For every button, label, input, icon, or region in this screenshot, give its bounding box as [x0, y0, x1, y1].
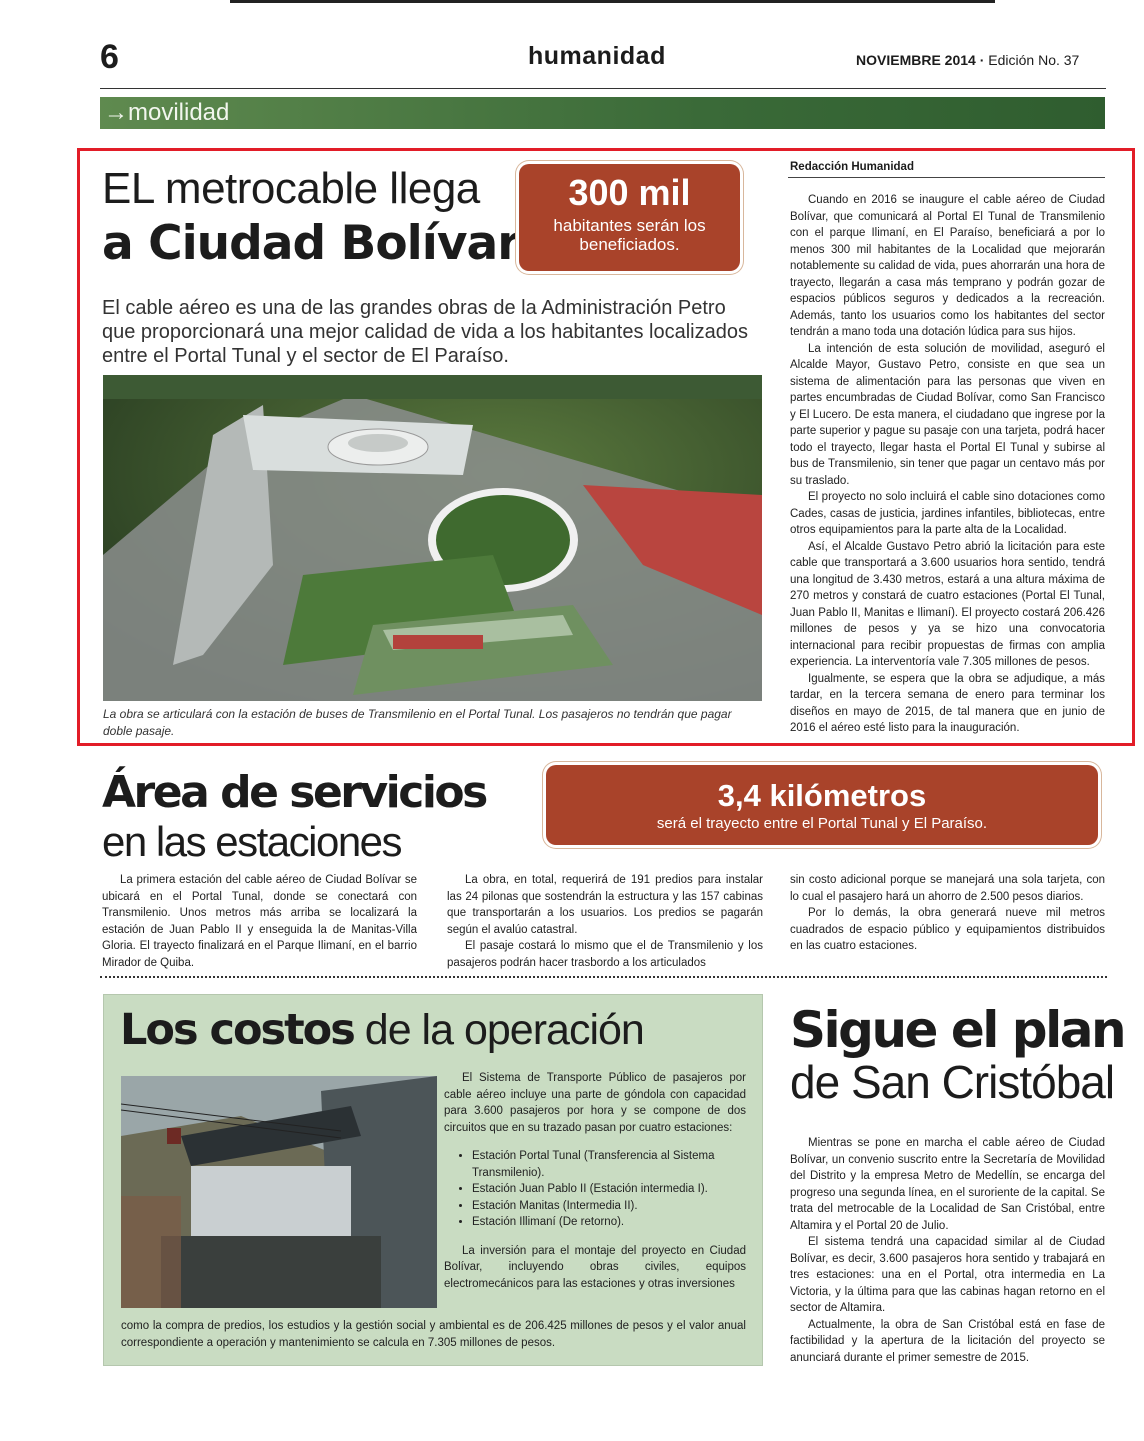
stat-caption: habitantes serán los beneficiados.: [553, 216, 706, 254]
edition-info: [856, 52, 1079, 68]
costs-body: [444, 1070, 746, 1292]
separator: ·: [979, 52, 985, 68]
section-bar: [100, 97, 1105, 129]
station-illustration: [121, 1076, 437, 1308]
section-label: movilidad: [128, 99, 230, 126]
costs-body-continued: [121, 1318, 746, 1351]
paragraph: Actualmente, la obra de San Cristóbal está en fase de factibilidad y la apertura de la licitación del proyecto se anunciará durante el primer semestre de 2015.: [790, 1318, 1105, 1364]
station-rendering-image: [103, 375, 762, 701]
paragraph: sin costo adicional porque se manejará una sola tarjeta, con lo cual el pasajero hará un ahorro de 2.500 pesos diarios.: [790, 874, 1105, 903]
paragraph: Así, el Alcalde Gustavo Petro abrió la licitación para este cable que transportará a 3.600 usuarios hora sentido, tendrá una longitud de 3.430 metros, estará a una altura máxima de 270 metros y constará de cuatro estaciones (Portal El Tunal, Juan Pablo II, Manitas e Ilimaní). El proyecto costará 206.426 millones de pesos y ya se hizo una convocatoria internacional para recibir propuestas de firmas con amplia experiencia. La interventoría vale 7.305 millones de pesos.: [790, 540, 1105, 668]
station-list: [472, 1148, 746, 1231]
paragraph: Igualmente, se espera que la obra se adjudique, a más tardar, en la tercera semana de enero para terminar los diseños en mayo de 2015, de tal manera que en junio de 2016 el aéreo esté listo para la inauguración.: [790, 672, 1105, 734]
stat-callout-kilometers: [546, 765, 1098, 845]
paragraph: El pasaje costará lo mismo que el de Transmilenio y los pasajeros podrán hacer trasbordo a los articulados: [447, 940, 763, 969]
paragraph: El proyecto no solo incluirá el cable sino dotaciones como Cades, casas de justicia, jardines infantiles, bibliotecas, entre otros equipamientos para la parte alta de la Localidad.: [790, 491, 1105, 536]
list-item: • Estación Illimaní (De retorno).: [472, 1214, 746, 1231]
stat-value: 3,4 kilómetros: [717, 778, 927, 813]
list-item: • Estación Juan Pablo II (Estación intermedia I).: [472, 1181, 746, 1198]
paragraph: El Sistema de Transporte Público de pasajeros por cable aéreo incluye una parte de góndola con capacidad para 3.600 pasajeros por hora y se compone de dos circuitos que en su trazado pasan por cuatro estaciones:: [444, 1072, 746, 1134]
services-column-1: [102, 872, 417, 971]
main-lede: El cable aéreo es una de las grandes obras de la Administración Petro que proporcionará una mejor calidad de vida a los habitantes localizados entre el Portal Tunal y el sector de El Paraíso.: [102, 297, 748, 367]
byline-rule: [788, 177, 1105, 178]
costs-headline: [120, 1004, 644, 1056]
aerial-illustration: [103, 375, 762, 701]
edition-number: Edición No. 37: [988, 52, 1080, 68]
issue-date: NOVIEMBRE 2014: [856, 52, 976, 68]
paragraph: como la compra de predios, los estudios y la gestión social y ambiental es de 206.425 millones de pesos y el valor anual correspondiente a operación y mantenimiento se calcula en 7.305 millones de pesos.: [121, 1320, 746, 1349]
paragraph: La inversión para el montaje del proyecto en Ciudad Bolívar, incluyendo obras civiles, equipos electromecánicos para las estaciones y otras inversiones: [444, 1244, 746, 1290]
services-column-2: [447, 872, 763, 971]
photo-caption: La obra se articulará con la estación de buses de Transmilenio en el Portal Tunal. Los pasajeros no tendrán que pagar doble pasaje.: [103, 707, 732, 738]
arrow-icon: →: [104, 99, 128, 126]
services-headline-line2: en las estaciones: [102, 818, 402, 865]
paragraph: La intención de esta solución de movilidad, aseguró el Alcalde Mayor, Gustavo Petro, consiste en que sea un sistema de alimentación para las personas que viven en partes encumbradas de Ciudad Bolívar, como San Francisco y El Lucero. De esta manera, el ciudadano que ingrese por la parte superior y pague su pasaje con una tarjeta, podrá hacer todo el trayecto, llegar hasta el Portal El Tunal y subirse al bus de Transmilenio, sin tener que pagar un centavo más por su traslado.: [790, 342, 1105, 487]
cristobal-headline-line1: Sigue el plan: [790, 1001, 1125, 1059]
services-headline-line1: Área de servicios: [102, 767, 486, 818]
costs-headline-bold: Los costos: [120, 1005, 354, 1055]
station-building-image: [121, 1076, 437, 1308]
publication-name: humanidad: [528, 42, 666, 70]
paragraph: La primera estación del cable aéreo de Ciudad Bolívar se ubicará en el Portal Tunal, donde se conectará con Transmilenio. Unos metros más arriba se localizará la estación de Juan Pablo II y enseguida la de Manitas-Villa Gloria. El trayecto finalizará en el Parque Ilimaní, en el barrio Mirador de Quiba.: [102, 874, 417, 969]
main-story-body: [790, 192, 1105, 737]
page-number: 6: [100, 38, 119, 76]
paragraph: Por lo demás, la obra generará nueve mil metros cuadrados de espacio público y equipamientos distribuidos en las cuatro estaciones.: [790, 907, 1105, 952]
list-item: • Estación Manitas (Intermedia II).: [472, 1198, 746, 1215]
dotted-divider: [100, 976, 1107, 978]
services-column-3: [790, 872, 1105, 955]
top-rule: [230, 0, 995, 3]
cristobal-headline-line2: de San Cristóbal: [790, 1056, 1115, 1108]
paragraph: La obra, en total, requerirá de 191 predios para instalar las 24 pilonas que sostendrán la estructura y las 157 cabinas que transportarán a los usuarios. Los predios se pagarán según el avalúo catastral.: [447, 874, 763, 936]
stat-caption: será el trayecto entre el Portal Tunal y El Paraíso.: [656, 815, 988, 832]
stat-callout-300mil: [519, 164, 740, 271]
paragraph: Cuando en 2016 se inaugure el cable aéreo de Ciudad Bolívar, que comunicará al Portal El Tunal de Transmilenio con el parque Ilimaní, en El Paraíso, beneficiará a por lo menos 300 mil habitantes de la Localidad que mejorarán notablemente su calidad de vida, pues ahorrarán una hora de trayecto, llegarán a casa más temprano y podrán gozar de espacios públicos seguros y dedicados a la recreación. Además, tanto los usuarios como los habitantes del sector tendrán a mano toda una dotación lúdica para sus hijos.: [790, 194, 1105, 338]
stat-value: 300 mil: [568, 172, 691, 213]
paragraph: El sistema tendrá una capacidad similar al de Ciudad Bolívar, es decir, 3.600 pasajeros hora sentido y trabajará en tres estaciones: una en el Portal, otra intermedia en La Victoria, y la última para que las cabinas hagan retorno en el sector de Altamira.: [790, 1236, 1105, 1314]
cristobal-body: [790, 1135, 1105, 1366]
main-headline-line1: EL metrocable llega: [102, 164, 480, 213]
costs-headline-rest: de la operación: [353, 1006, 644, 1054]
byline: Redacción Humanidad: [790, 161, 914, 173]
header-rule: [100, 88, 1106, 89]
main-headline-line2: a Ciudad Bolívar: [102, 216, 520, 271]
list-item: • Estación Portal Tunal (Transferencia al Sistema Transmilenio).: [472, 1148, 746, 1181]
paragraph: Mientras se pone en marcha el cable aéreo de Ciudad Bolívar, un convenio suscrito entre la Secretaría de Movilidad del Distrito y la empresa Metro de Medellín, se encarga del progreso una segunda línea, en el suroriente de la capital. Se trata del metrocable de la Localidad de San Cristóbal, entre Altamira y el Portal 20 de Julio.: [790, 1137, 1105, 1232]
